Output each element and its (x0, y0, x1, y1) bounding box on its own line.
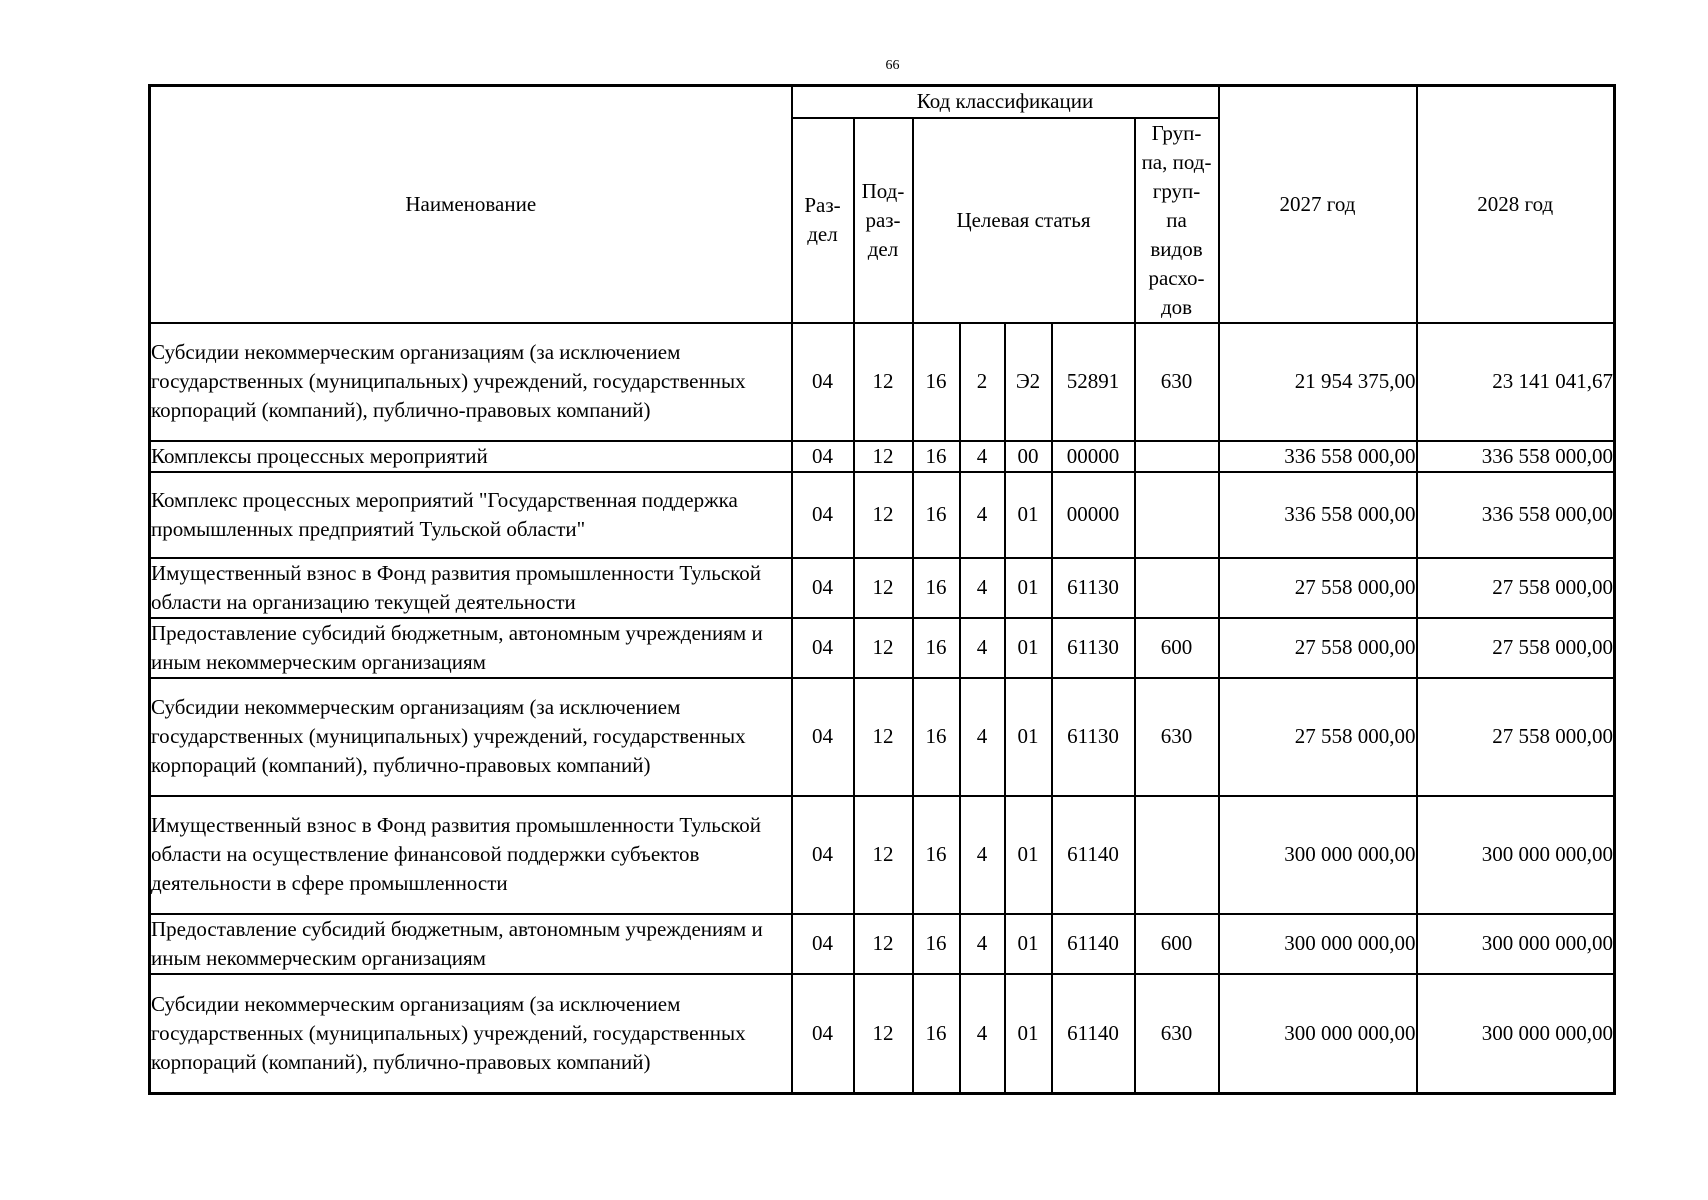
row-target-4: 52891 (1052, 323, 1135, 441)
row-group (1135, 441, 1219, 472)
row-razdel: 04 (792, 914, 854, 974)
row-target-1: 16 (913, 914, 960, 974)
row-name: Комплекс процессных мероприятий "Государственная поддержка промышленных предприятий Тульской области" (150, 472, 792, 558)
row-2027: 27 558 000,00 (1219, 678, 1417, 796)
row-target-2: 4 (960, 914, 1005, 974)
row-target-2: 4 (960, 618, 1005, 678)
table-row (150, 914, 1615, 974)
row-2028: 27 558 000,00 (1417, 678, 1615, 796)
row-target-1: 16 (913, 618, 960, 678)
header-name: Наименование (150, 86, 792, 323)
row-target-2: 4 (960, 472, 1005, 558)
row-podrazdel: 12 (854, 678, 913, 796)
row-2027: 27 558 000,00 (1219, 618, 1417, 678)
table-row (150, 678, 1615, 796)
row-name: Имущественный взнос в Фонд развития промышленности Тульской области на осуществление финансовой поддержки субъектов деятельности в сфере промышленности (150, 796, 792, 914)
row-razdel: 04 (792, 974, 854, 1094)
header-2027: 2027 год (1219, 86, 1417, 323)
row-target-2: 4 (960, 441, 1005, 472)
row-podrazdel: 12 (854, 441, 913, 472)
row-razdel: 04 (792, 558, 854, 618)
row-podrazdel: 12 (854, 323, 913, 441)
row-name: Комплексы процессных мероприятий (150, 441, 792, 472)
row-2027: 300 000 000,00 (1219, 914, 1417, 974)
row-podrazdel: 12 (854, 974, 913, 1094)
budget-table (148, 84, 1616, 1095)
row-2028: 336 558 000,00 (1417, 441, 1615, 472)
row-razdel: 04 (792, 796, 854, 914)
row-podrazdel: 12 (854, 558, 913, 618)
row-podrazdel: 12 (854, 618, 913, 678)
table-row (150, 472, 1615, 558)
row-podrazdel: 12 (854, 796, 913, 914)
row-2027: 336 558 000,00 (1219, 441, 1417, 472)
row-target-2: 4 (960, 678, 1005, 796)
row-group (1135, 472, 1219, 558)
header-row-1 (150, 86, 1615, 118)
row-2027: 21 954 375,00 (1219, 323, 1417, 441)
row-group: 630 (1135, 974, 1219, 1094)
row-razdel: 04 (792, 618, 854, 678)
row-target-4: 00000 (1052, 472, 1135, 558)
table-row (150, 441, 1615, 472)
row-target-1: 16 (913, 472, 960, 558)
row-razdel: 04 (792, 441, 854, 472)
header-razdel: Раз- дел (792, 118, 854, 323)
header-code: Код классификации (792, 86, 1219, 118)
row-target-4: 61140 (1052, 914, 1135, 974)
row-target-4: 61140 (1052, 974, 1135, 1094)
row-razdel: 04 (792, 323, 854, 441)
row-target-3: 01 (1005, 472, 1052, 558)
row-target-2: 4 (960, 974, 1005, 1094)
row-group (1135, 558, 1219, 618)
row-name: Имущественный взнос в Фонд развития промышленности Тульской области на организацию текущей деятельности (150, 558, 792, 618)
row-target-4: 61130 (1052, 618, 1135, 678)
row-2028: 23 141 041,67 (1417, 323, 1615, 441)
row-target-1: 16 (913, 558, 960, 618)
header-2028: 2028 год (1417, 86, 1615, 323)
row-target-3: 00 (1005, 441, 1052, 472)
row-name: Субсидии некоммерческим организациям (за исключением государственных (муниципальных) учреждений, государственных корпораций (компаний), публично-правовых компаний) (150, 974, 792, 1094)
row-2027: 336 558 000,00 (1219, 472, 1417, 558)
row-2028: 300 000 000,00 (1417, 914, 1615, 974)
row-2028: 336 558 000,00 (1417, 472, 1615, 558)
row-target-3: 01 (1005, 914, 1052, 974)
row-2027: 300 000 000,00 (1219, 796, 1417, 914)
row-target-4: 00000 (1052, 441, 1135, 472)
row-2028: 300 000 000,00 (1417, 974, 1615, 1094)
row-2027: 27 558 000,00 (1219, 558, 1417, 618)
row-target-4: 61140 (1052, 796, 1135, 914)
row-target-2: 4 (960, 558, 1005, 618)
row-2028: 27 558 000,00 (1417, 618, 1615, 678)
row-target-2: 4 (960, 796, 1005, 914)
row-podrazdel: 12 (854, 472, 913, 558)
row-target-3: 01 (1005, 678, 1052, 796)
row-target-3: 01 (1005, 974, 1052, 1094)
header-group: Груп- па, под- груп- па видов расхо- дов (1135, 118, 1219, 323)
row-name: Субсидии некоммерческим организациям (за исключением государственных (муниципальных) учреждений, государственных корпораций (компаний), публично-правовых компаний) (150, 678, 792, 796)
page-number: 66 (885, 58, 900, 73)
row-target-2: 2 (960, 323, 1005, 441)
row-target-1: 16 (913, 323, 960, 441)
row-target-4: 61130 (1052, 558, 1135, 618)
row-target-1: 16 (913, 678, 960, 796)
header-podrazdel: Под- раз- дел (854, 118, 913, 323)
row-group: 600 (1135, 618, 1219, 678)
table-row (150, 974, 1615, 1094)
row-2028: 27 558 000,00 (1417, 558, 1615, 618)
row-name: Предоставление субсидий бюджетным, автономным учреждениям и иным некоммерческим организациям (150, 618, 792, 678)
row-2027: 300 000 000,00 (1219, 974, 1417, 1094)
row-group: 630 (1135, 323, 1219, 441)
row-2028: 300 000 000,00 (1417, 796, 1615, 914)
row-target-3: 01 (1005, 558, 1052, 618)
row-target-1: 16 (913, 974, 960, 1094)
table-row (150, 558, 1615, 618)
table-row (150, 618, 1615, 678)
row-target-3: 01 (1005, 618, 1052, 678)
row-target-3: Э2 (1005, 323, 1052, 441)
header-target: Целевая статья (913, 118, 1135, 323)
row-target-3: 01 (1005, 796, 1052, 914)
row-name: Предоставление субсидий бюджетным, автономным учреждениям и иным некоммерческим организациям (150, 914, 792, 974)
row-target-4: 61130 (1052, 678, 1135, 796)
row-target-1: 16 (913, 796, 960, 914)
row-razdel: 04 (792, 678, 854, 796)
row-target-1: 16 (913, 441, 960, 472)
row-podrazdel: 12 (854, 914, 913, 974)
table-row (150, 796, 1615, 914)
row-group: 600 (1135, 914, 1219, 974)
row-name: Субсидии некоммерческим организациям (за исключением государственных (муниципальных) учреждений, государственных корпораций (компаний), публично-правовых компаний) (150, 323, 792, 441)
table-row (150, 323, 1615, 441)
row-group: 630 (1135, 678, 1219, 796)
row-group (1135, 796, 1219, 914)
row-razdel: 04 (792, 472, 854, 558)
